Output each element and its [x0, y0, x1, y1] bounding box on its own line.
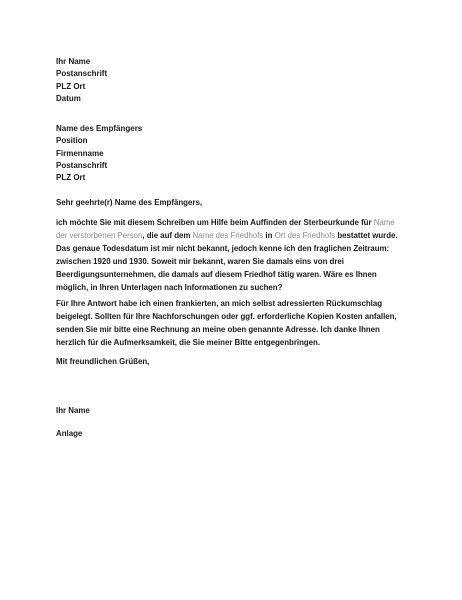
sender-address: Postanschrift	[56, 69, 108, 79]
letter-date: Datum	[56, 93, 81, 103]
recipient-city: PLZ Ort	[56, 173, 86, 183]
paragraph-2	[56, 297, 401, 349]
paragraph-1-part-1: ich möchte Sie mit diesem Schreiben um Hilfe beim Auffinden der Sterbeurkunde für	[56, 218, 374, 227]
recipient-company: Firmenname	[56, 148, 104, 158]
paragraph-1-text	[56, 216, 401, 294]
signature-name: Ihr Name	[56, 406, 90, 415]
recipient-name: Name des Empfängers	[56, 124, 143, 133]
cemetery-location-placeholder: Ort des Friedhofs	[274, 231, 336, 240]
sender-name: Ihr Name	[56, 57, 91, 66]
paragraph-1-part-2: , die auf dem	[142, 231, 193, 240]
cemetery-name-placeholder: Name des Friedhofs	[192, 231, 264, 240]
salutation: Sehr geehrte(r) Name des Empfängers,	[56, 198, 203, 207]
deceased-name-placeholder: Name der verstorbenen Person	[56, 218, 395, 240]
paragraph-1-part-3: in	[263, 231, 275, 240]
sender-city: PLZ Ort	[56, 81, 86, 91]
paragraph-1-part-4: bestattet wurde. Das genaue Todesdatum ist mir nicht bekannt, jedoch kenne ich den fraglichen Zeitraum: zwischen 1920 und 1930. Soweit mir bekannt, waren Sie damals eins von drei Beerdigungsunternehmen, die damals auf diesem Friedhof tätig waren. Wäre es Ihnen möglich, in Ihren Unterlagen nach Informationen zu suchen?	[56, 231, 398, 292]
enclosure-label: Anlage	[56, 429, 83, 438]
recipient-position: Position	[56, 136, 88, 146]
sender-block	[56, 56, 401, 105]
recipient-block	[56, 123, 401, 184]
closing: Mit freundlichen Grüßen,	[56, 357, 150, 366]
paragraph-2-text: Für Ihre Antwort habe ich einen frankierten, an mich selbst adressierten Rückumschlag beigelegt. Sollten für Ihre Nachforschungen oder ggf. erforderliche Kopien Kosten anfallen, senden Sie mir bitte eine Rechnung an meine oben genannte Adresse. Ich danke Ihnen herzlich für die Aufmerksamkeit, die Sie meiner Bitte entgegenbringen.	[56, 299, 397, 347]
recipient-address: Postanschrift	[56, 160, 108, 170]
paragraph-1	[56, 216, 401, 294]
